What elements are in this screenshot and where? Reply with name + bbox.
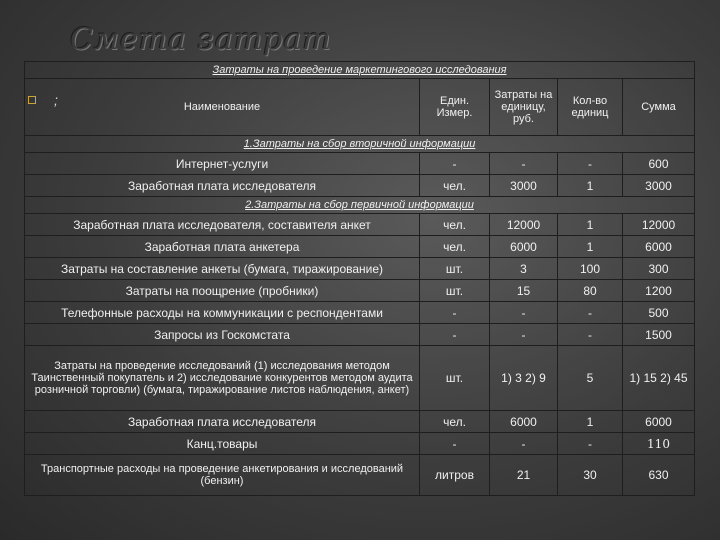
cell-name: Затраты на поощрение (пробники) xyxy=(25,280,420,302)
table-row xyxy=(25,302,695,324)
cell-cost: - xyxy=(490,153,558,175)
cell-sum: 3000 xyxy=(623,175,695,197)
cell-qty: - xyxy=(558,324,623,346)
cell-cost: 3000 xyxy=(490,175,558,197)
cell-name: Заработная плата исследователя xyxy=(25,411,420,433)
cell-name: Запросы из Госкомстата xyxy=(25,324,420,346)
cell-unit: - xyxy=(420,153,490,175)
cell-name: Заработная плата анкетера xyxy=(25,236,420,258)
cell-unit: шт. xyxy=(420,258,490,280)
cell-unit: - xyxy=(420,433,490,455)
cell-sum: 1200 xyxy=(623,280,695,302)
cell-qty: - xyxy=(558,153,623,175)
cell-unit: шт. xyxy=(420,280,490,302)
table-row xyxy=(25,455,695,496)
cell-unit: чел. xyxy=(420,214,490,236)
section-header: 2.Затраты на сбор первичной информации xyxy=(25,197,695,214)
table-row xyxy=(25,258,695,280)
cell-cost: - xyxy=(490,302,558,324)
cell-sum: 12000 xyxy=(623,214,695,236)
cell-sum: 6000 xyxy=(623,236,695,258)
cell-cost: - xyxy=(490,324,558,346)
table-row xyxy=(25,280,695,302)
cost-table xyxy=(24,61,695,496)
cell-sum: 630 xyxy=(623,455,695,496)
cell-name: Транспортные расходы на проведение анкетирования и исследований (бензин) xyxy=(25,455,420,496)
cell-unit: - xyxy=(420,302,490,324)
cell-name: Телефонные расходы на коммуникации с респондентами xyxy=(25,302,420,324)
cell-sum: 300 xyxy=(623,258,695,280)
slide-title: Смета затрат xyxy=(70,22,332,57)
header-cost: Затраты на единицу, руб. xyxy=(490,79,558,136)
table-row xyxy=(25,411,695,433)
cell-qty: - xyxy=(558,433,623,455)
header-qty: Кол-во единиц xyxy=(558,79,623,136)
cell-sum: 110 xyxy=(623,433,695,455)
cell-cost: - xyxy=(490,433,558,455)
cell-qty: 30 xyxy=(558,455,623,496)
table-row xyxy=(25,346,695,411)
cell-name: Затраты на проведение исследований (1) исследования методом Таинственный покупатель и 2) исследование конкурентов методом аудита розничной торговли) (бумага, тиражирование листов наблюдения, анкет) xyxy=(25,346,420,411)
table-caption: Затраты на проведение маркетингового исследования xyxy=(25,62,695,79)
cell-name: Заработная плата исследователя xyxy=(25,175,420,197)
cell-sum: 1500 xyxy=(623,324,695,346)
cell-unit: шт. xyxy=(420,346,490,411)
cell-sum: 600 xyxy=(623,153,695,175)
cell-qty: 1 xyxy=(558,214,623,236)
table-row xyxy=(25,153,695,175)
cell-qty: 5 xyxy=(558,346,623,411)
cell-qty: 1 xyxy=(558,411,623,433)
header-name: Наименование xyxy=(25,79,420,136)
cell-cost: 6000 xyxy=(490,411,558,433)
cell-sum: 500 xyxy=(623,302,695,324)
bullet-text: ; xyxy=(54,92,58,108)
cell-sum: 6000 xyxy=(623,411,695,433)
cell-unit: чел. xyxy=(420,411,490,433)
cell-sum: 1) 15 2) 45 xyxy=(623,346,695,411)
cell-cost: 1) 3 2) 9 xyxy=(490,346,558,411)
section-header: 1.Затраты на сбор вторичной информации xyxy=(25,136,695,153)
cell-qty: - xyxy=(558,302,623,324)
cell-qty: 80 xyxy=(558,280,623,302)
cell-cost: 3 xyxy=(490,258,558,280)
cell-cost: 6000 xyxy=(490,236,558,258)
table-row xyxy=(25,175,695,197)
cell-unit: чел. xyxy=(420,175,490,197)
cell-unit: - xyxy=(420,324,490,346)
cell-cost: 21 xyxy=(490,455,558,496)
table-row xyxy=(25,214,695,236)
cell-qty: 1 xyxy=(558,175,623,197)
cell-cost: 12000 xyxy=(490,214,558,236)
header-sum: Сумма xyxy=(623,79,695,136)
cell-name: Канц.товары xyxy=(25,433,420,455)
table-row xyxy=(25,236,695,258)
table-row xyxy=(25,433,695,455)
cell-name: Интернет-услуги xyxy=(25,153,420,175)
header-unit: Един. Измер. xyxy=(420,79,490,136)
cell-unit: литров xyxy=(420,455,490,496)
table-row xyxy=(25,324,695,346)
cell-qty: 1 xyxy=(558,236,623,258)
cell-unit: чел. xyxy=(420,236,490,258)
cell-name: Затраты на составление анкеты (бумага, тиражирование) xyxy=(25,258,420,280)
cell-cost: 15 xyxy=(490,280,558,302)
cell-qty: 100 xyxy=(558,258,623,280)
cell-name: Заработная плата исследователя, составителя анкет xyxy=(25,214,420,236)
